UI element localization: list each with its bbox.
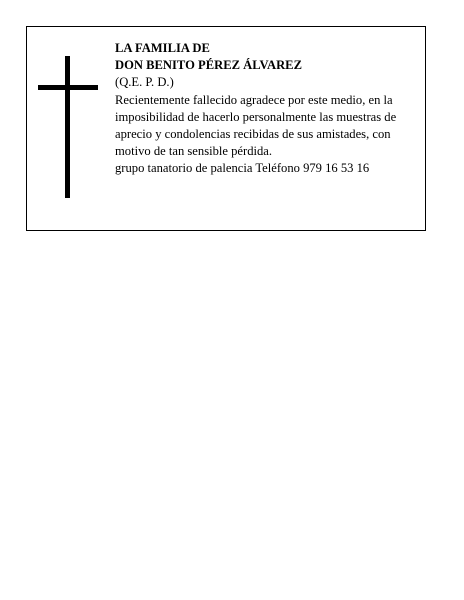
rip-abbreviation: (Q.E. P. D.) [115,75,174,90]
heading-deceased-name: DON BENITO PÉREZ ÁLVAREZ [115,58,302,73]
funeral-home-contact: grupo tanatorio de palencia Teléfono 979 16 53 16 [115,161,370,176]
obituary-notice [26,26,426,231]
cross-icon [38,56,98,198]
heading-family: LA FAMILIA DE [115,41,210,55]
cross-vertical-bar [65,56,70,198]
cross-horizontal-bar [38,85,98,90]
notice-text [115,40,425,178]
gratitude-message: Recientemente fallecido agradece por este medio, en la imposibilidad de hacerlo personalmente las muestras de aprecio y condolencias recibidas de sus amistades, con motivo de tan sensible pérdida. [115,92,397,159]
